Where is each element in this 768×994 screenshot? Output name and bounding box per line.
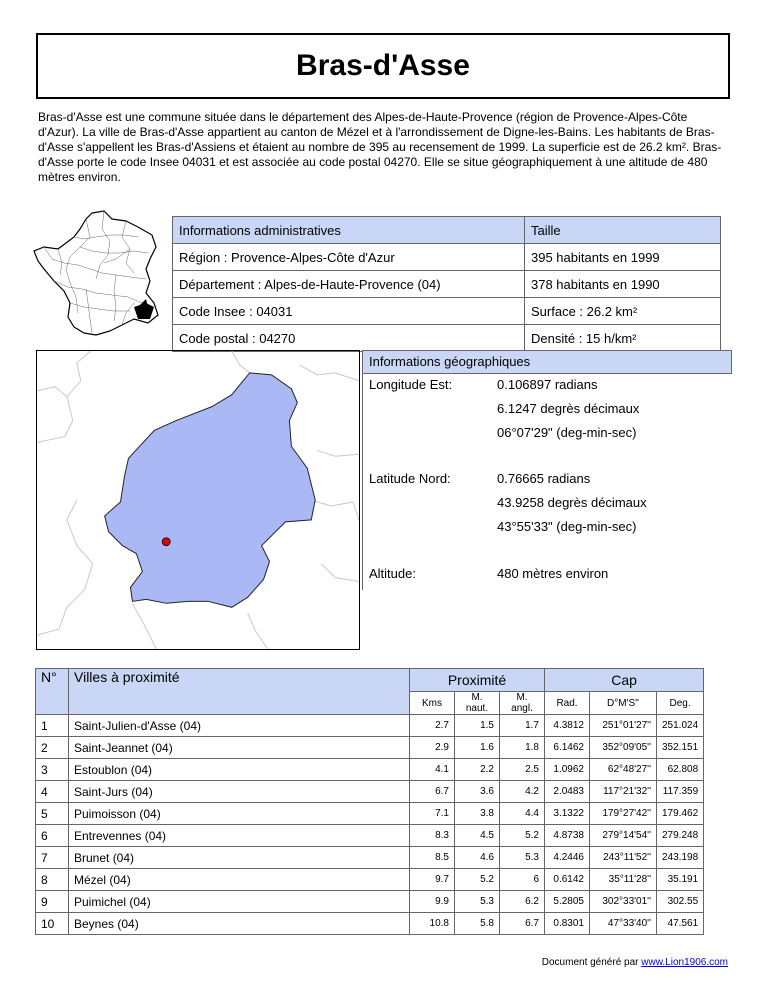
row-kms: 2.9 (410, 737, 455, 759)
row-angl: 4.2 (500, 781, 545, 803)
row-ville: Estoublon (04) (69, 759, 410, 781)
row-angl: 1.8 (500, 737, 545, 759)
row-naut: 3.8 (455, 803, 500, 825)
region-map (36, 350, 360, 650)
row-ville: Entrevennes (04) (69, 825, 410, 847)
taille-pop-1990: 378 habitants en 1990 (525, 271, 721, 298)
table-row (36, 825, 704, 847)
commune-location-marker (162, 538, 170, 546)
row-kms: 4.1 (410, 759, 455, 781)
longitude-decimal: 6.1247 degrès décimaux (497, 401, 640, 416)
row-ville: Puimoisson (04) (69, 803, 410, 825)
sub-rad: Rad. (545, 692, 590, 715)
geo-divider (362, 374, 363, 590)
row-deg: 35.191 (657, 869, 704, 891)
table-row (36, 913, 704, 935)
row-angl: 6.2 (500, 891, 545, 913)
row-dms: 279°14'54'' (590, 825, 657, 847)
table-row (36, 759, 704, 781)
sub-kms: Kms (410, 692, 455, 715)
row-rad: 4.2446 (545, 847, 590, 869)
altitude-value: 480 mètres environ (497, 566, 609, 581)
row-ville: Saint-Jurs (04) (69, 781, 410, 803)
taille-header: Taille (525, 217, 721, 244)
row-naut: 3.6 (455, 781, 500, 803)
row-number: 5 (36, 803, 69, 825)
sub-naut: M. naut. (455, 692, 500, 715)
geo-header: Informations géographiques (362, 350, 732, 374)
taille-densite: Densité : 15 h/km² (525, 325, 721, 352)
row-rad: 5.2805 (545, 891, 590, 913)
row-number: 4 (36, 781, 69, 803)
table-row (36, 847, 704, 869)
row-ville: Mézel (04) (69, 869, 410, 891)
row-ville: Puimichel (04) (69, 891, 410, 913)
row-rad: 0.8301 (545, 913, 590, 935)
latitude-label: Latitude Nord: (369, 471, 451, 486)
row-rad: 2.0483 (545, 781, 590, 803)
row-dms: 62°48'27'' (590, 759, 657, 781)
row-kms: 6.7 (410, 781, 455, 803)
row-dms: 47°33'40'' (590, 913, 657, 935)
proximity-table (35, 668, 704, 935)
row-rad: 1.0962 (545, 759, 590, 781)
col-number-header: N° (36, 669, 69, 715)
row-deg: 62.808 (657, 759, 704, 781)
row-dms: 251°01'27'' (590, 715, 657, 737)
table-row (36, 781, 704, 803)
table-row (36, 891, 704, 913)
row-ville: Saint-Julien-d'Asse (04) (69, 715, 410, 737)
row-number: 10 (36, 913, 69, 935)
intro-paragraph: Bras-d'Asse est une commune située dans le département des Alpes-de-Haute-Provence (région de Provence-Alpes-Côte d'Azur). La ville de Bras-d'Asse appartient au canton de Mézel et à l'arrondissement de Digne-les-Bains. Les habitants de Bras-d'Asse s'appellent les Bras-d'Assiens et étaient au nombre de 395 au recensement de 1999. La superficie est de 26.2 km². Bras-d'Asse porte le code Insee 04031 et est associée au code postal 04270. Elle se situe géographiquement à une altitude de 480 mètres environ. (38, 110, 722, 184)
row-angl: 6.7 (500, 913, 545, 935)
sub-deg: Deg. (657, 692, 704, 715)
taille-pop-1999: 395 habitants en 1999 (525, 244, 721, 271)
row-dms: 179°27'42'' (590, 803, 657, 825)
row-kms: 10.8 (410, 913, 455, 935)
row-angl: 5.2 (500, 825, 545, 847)
row-dms: 302°33'01'' (590, 891, 657, 913)
latitude-radians: 0.76665 radians (497, 471, 591, 486)
row-deg: 352.151 (657, 737, 704, 759)
row-dms: 117°21'32'' (590, 781, 657, 803)
admin-header: Informations administratives (173, 217, 525, 244)
row-number: 8 (36, 869, 69, 891)
row-rad: 0.6142 (545, 869, 590, 891)
longitude-label: Longitude Est: (369, 377, 453, 392)
row-naut: 4.6 (455, 847, 500, 869)
admin-region: Région : Provence-Alpes-Côte d'Azur (173, 244, 525, 271)
row-dms: 243°11'52'' (590, 847, 657, 869)
row-rad: 4.3812 (545, 715, 590, 737)
row-number: 7 (36, 847, 69, 869)
row-kms: 7.1 (410, 803, 455, 825)
table-row (36, 803, 704, 825)
latitude-decimal: 43.9258 degrès décimaux (497, 495, 647, 510)
row-angl: 1.7 (500, 715, 545, 737)
row-deg: 47.561 (657, 913, 704, 935)
row-number: 6 (36, 825, 69, 847)
row-rad: 6.1462 (545, 737, 590, 759)
row-deg: 251.024 (657, 715, 704, 737)
latitude-dms: 43°55'33" (deg-min-sec) (497, 519, 637, 534)
row-kms: 8.5 (410, 847, 455, 869)
row-kms: 9.9 (410, 891, 455, 913)
row-kms: 2.7 (410, 715, 455, 737)
admin-code-postal: Code postal : 04270 (173, 325, 525, 352)
row-angl: 6 (500, 869, 545, 891)
sub-angl: M. angl. (500, 692, 545, 715)
admin-code-insee: Code Insee : 04031 (173, 298, 525, 325)
page-title: Bras-d'Asse (296, 49, 470, 82)
footer-link[interactable]: www.Lion1906.com (641, 957, 728, 968)
row-deg: 243.198 (657, 847, 704, 869)
row-number: 1 (36, 715, 69, 737)
row-naut: 5.8 (455, 913, 500, 935)
row-deg: 302.55 (657, 891, 704, 913)
row-ville: Beynes (04) (69, 913, 410, 935)
row-deg: 279.248 (657, 825, 704, 847)
table-row (36, 869, 704, 891)
admin-departement: Département : Alpes-de-Haute-Provence (04) (173, 271, 525, 298)
row-number: 2 (36, 737, 69, 759)
taille-surface: Surface : 26.2 km² (525, 298, 721, 325)
title-box (36, 33, 730, 99)
row-number: 9 (36, 891, 69, 913)
footer-text: Document généré par (541, 957, 642, 968)
geo-block (362, 350, 732, 590)
row-number: 3 (36, 759, 69, 781)
row-angl: 4.4 (500, 803, 545, 825)
table-row (36, 715, 704, 737)
row-naut: 5.2 (455, 869, 500, 891)
row-rad: 4.8738 (545, 825, 590, 847)
row-ville: Saint-Jeannet (04) (69, 737, 410, 759)
col-cap-header: Cap (545, 669, 704, 692)
sub-dms: D°M'S'' (590, 692, 657, 715)
table-row (36, 737, 704, 759)
row-angl: 2.5 (500, 759, 545, 781)
row-dms: 35°11'28'' (590, 869, 657, 891)
admin-table (172, 216, 721, 352)
row-kms: 9.7 (410, 869, 455, 891)
row-naut: 1.6 (455, 737, 500, 759)
longitude-dms: 06°07'29" (deg-min-sec) (497, 425, 637, 440)
row-rad: 3.1322 (545, 803, 590, 825)
row-kms: 8.3 (410, 825, 455, 847)
row-deg: 117.359 (657, 781, 704, 803)
row-angl: 5.3 (500, 847, 545, 869)
altitude-label: Altitude: (369, 566, 416, 581)
row-naut: 1.5 (455, 715, 500, 737)
row-naut: 5.3 (455, 891, 500, 913)
col-proximite-header: Proximité (410, 669, 545, 692)
row-deg: 179.462 (657, 803, 704, 825)
row-naut: 2.2 (455, 759, 500, 781)
row-ville: Brunet (04) (69, 847, 410, 869)
longitude-radians: 0.106897 radians (497, 377, 598, 392)
col-villes-header: Villes à proximité (69, 669, 410, 715)
footer (542, 957, 728, 968)
france-map (30, 207, 170, 342)
row-naut: 4.5 (455, 825, 500, 847)
row-dms: 352°09'05'' (590, 737, 657, 759)
